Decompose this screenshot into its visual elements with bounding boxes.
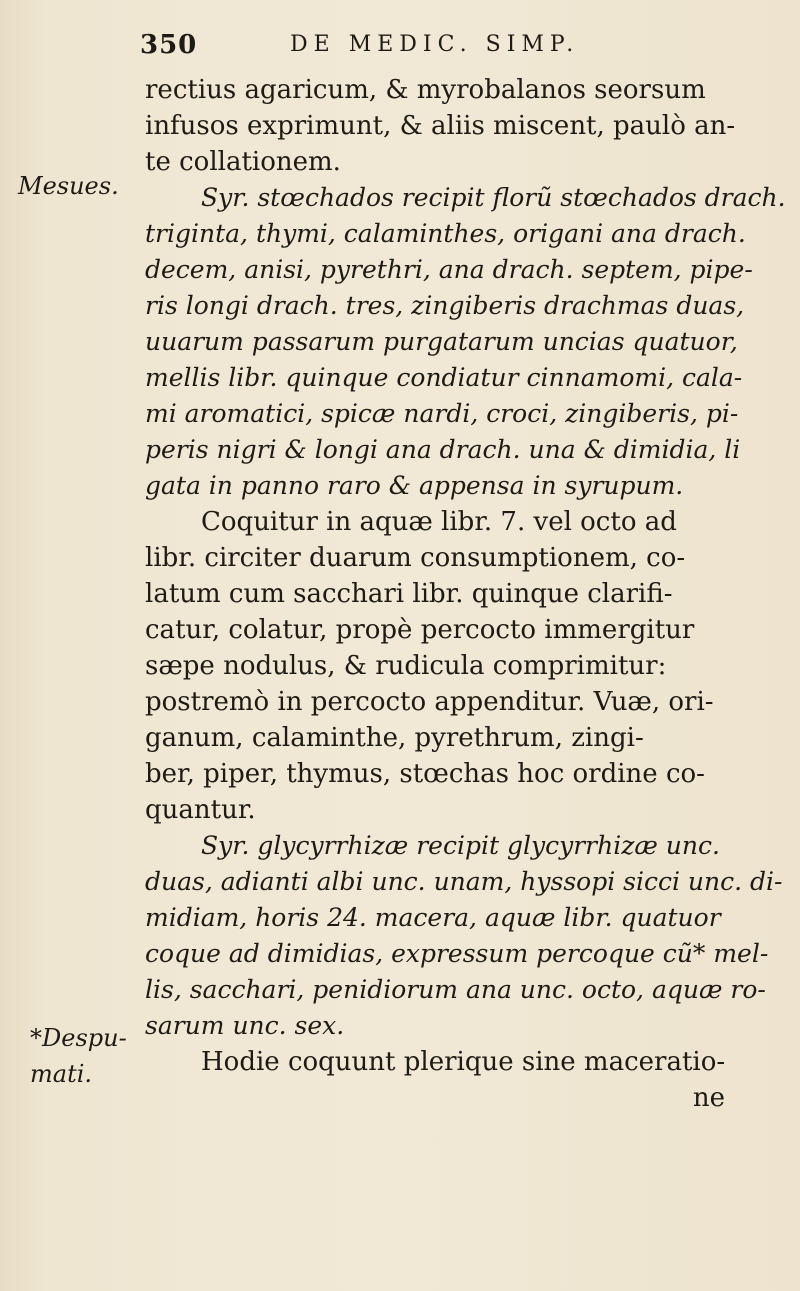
text-line: sæpe nodulus, & rudicula comprimitur: — [145, 651, 667, 681]
text-line: ris longi drach. tres, zingiberis drachmas duas, — [145, 291, 745, 320]
text-line: mellis libr. quinque condiatur cinnamomi, cala- — [145, 363, 743, 392]
margin-note-despumati — [30, 1020, 160, 1092]
text-line: latum cum sacchari libr. quinque clarifi- — [145, 579, 673, 609]
text-line: gata in panno raro & appensa in syrupum. — [145, 471, 684, 500]
text-line: libr. circiter duarum consumptionem, co- — [145, 543, 686, 573]
text-line: rectius agaricum, & myrobalanos seorsum — [145, 75, 706, 105]
text-line: uuarum passarum purgatarum uncias quatuor, — [145, 327, 738, 356]
margin-note-mesues-text: Mesues. — [18, 172, 119, 200]
text-line: sarum unc. sex. — [145, 1011, 345, 1040]
text-line: te collationem. — [145, 147, 341, 177]
text-line: decem, anisi, pyrethri, ana drach. septem, pipe- — [145, 255, 753, 284]
text-line: quantur. — [145, 795, 256, 825]
text-line: mi aromatici, spicæ nardi, croci, zingiberis, pi- — [145, 399, 739, 428]
page-header — [140, 30, 760, 70]
text-line: Syr. glycyrrhizæ recipit glycyrrhizæ unc. — [201, 831, 720, 860]
margin-note-mesues — [18, 168, 148, 204]
text-line: Coquitur in aquæ libr. 7. vel octo ad — [201, 507, 677, 537]
text-line: midiam, horis 24. macera, aquæ libr. quatuor — [145, 903, 721, 932]
margin-note-despumati-line-2: mati. — [30, 1060, 93, 1088]
text-line: ber, piper, thymus, stœchas hoc ordine co- — [145, 759, 705, 789]
text-line: coque ad dimidias, expressum percoque cũ* mel- — [145, 939, 769, 968]
page-number: 350 — [140, 30, 198, 60]
margin-note-despumati-line-1: *Despu- — [30, 1024, 127, 1052]
text-line: Syr. stœchados recipit florũ stœchados drach. — [201, 183, 786, 212]
running-head: DE MEDIC. SIMP. — [290, 32, 580, 57]
text-line: catur, colatur, propè percocto immergitur — [145, 615, 695, 645]
text-line: Hodie coquunt plerique sine maceratio- — [201, 1047, 726, 1077]
text-line: infusos exprimunt, & aliis miscent, paulò an- — [145, 111, 736, 141]
text-line: duas, adianti albi unc. unam, hyssopi sicci unc. di- — [145, 867, 783, 896]
text-line: ganum, calaminthe, pyrethrum, zingi- — [145, 723, 644, 753]
text-line: ne — [692, 1083, 725, 1113]
text-line: peris nigri & longi ana drach. una & dimidia, li — [145, 435, 741, 464]
text-line: lis, sacchari, penidiorum ana unc. octo, aquæ ro- — [145, 975, 766, 1004]
text-line: triginta, thymi, calaminthes, origani ana drach. — [145, 219, 746, 248]
text-line: postremò in percocto appenditur. Vuæ, ori- — [145, 687, 714, 717]
body-text — [145, 72, 786, 1116]
